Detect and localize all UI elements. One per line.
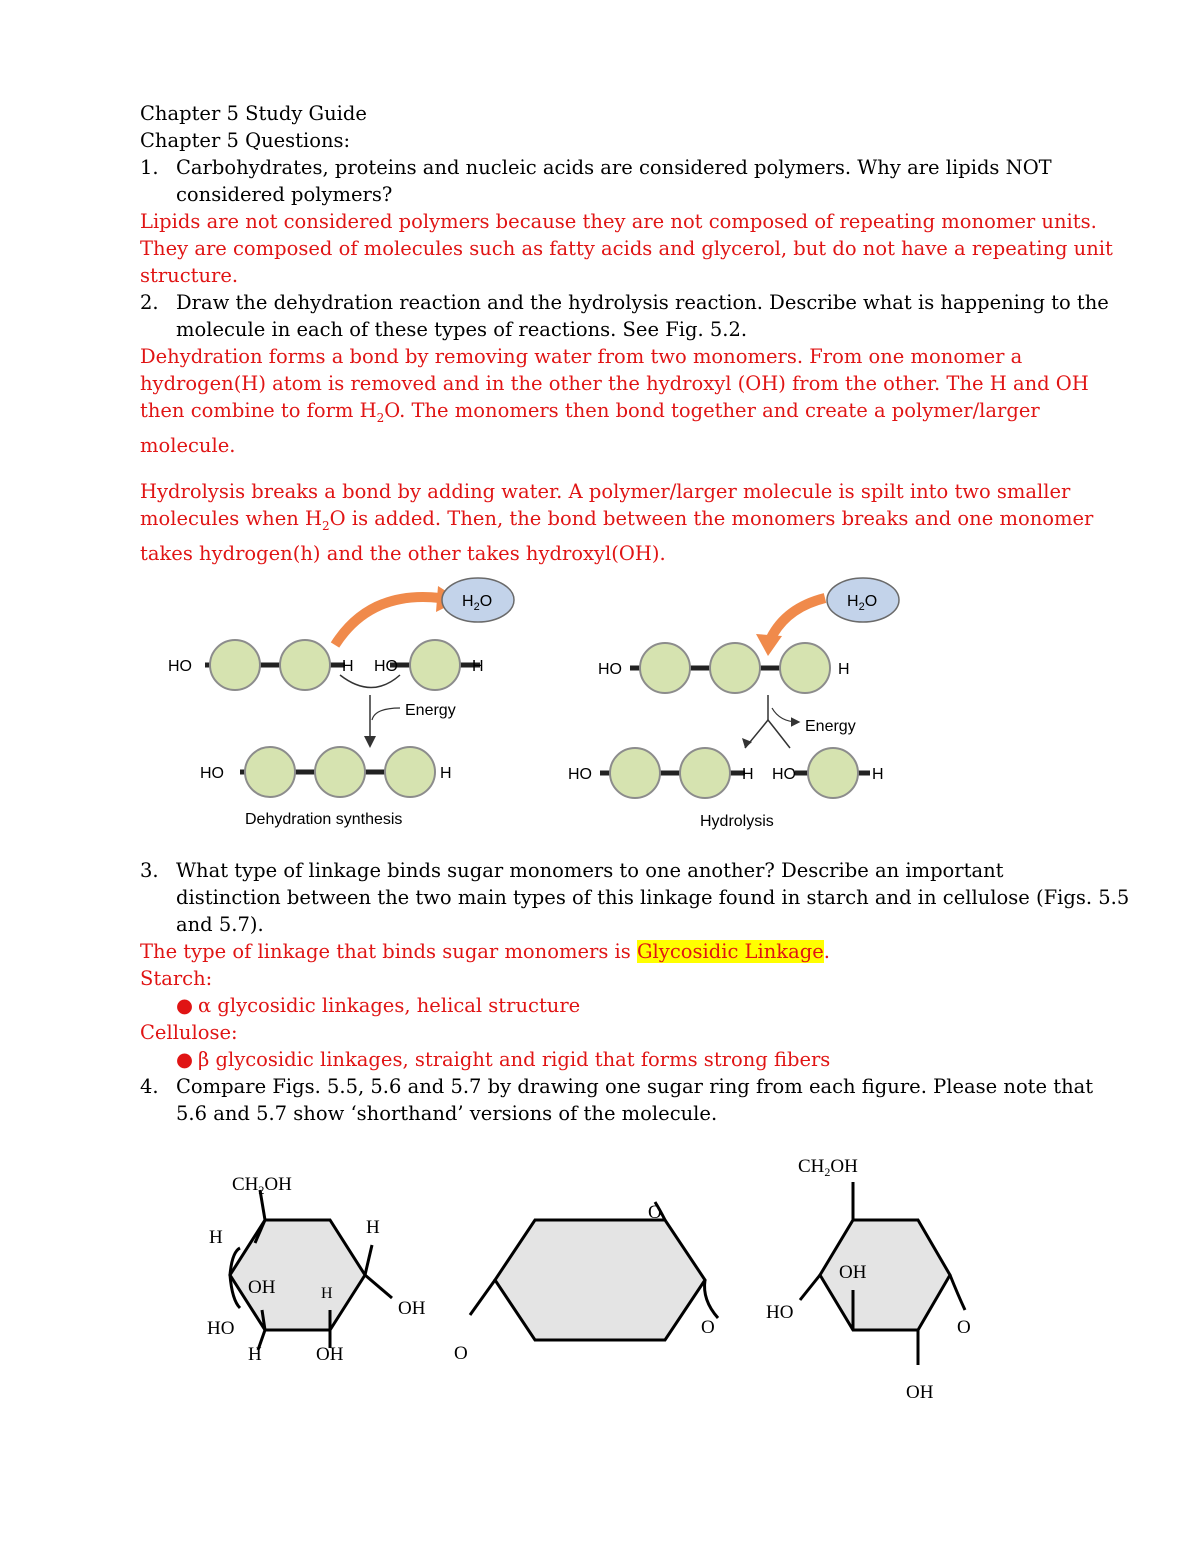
bullet-icon: ● (176, 994, 194, 1017)
answer-2-dehydration (140, 343, 1140, 459)
h-label: H (872, 766, 884, 783)
answer-text: molecules when H (140, 507, 323, 530)
h-label: H (472, 658, 484, 675)
question-number: 3. (140, 859, 159, 882)
page-title: Chapter 5 Study Guide (140, 102, 367, 125)
answer-1 (140, 208, 1140, 289)
dehydration-reactants (168, 640, 484, 690)
answer-line: Dehydration forms a bond by removing water from two monomers. From one monomer a (140, 345, 1023, 368)
list-item (176, 1046, 830, 1073)
question-number: 2. (140, 291, 159, 314)
orange-arrow-icon (770, 598, 825, 640)
question-number: 1. (140, 156, 159, 179)
answer-line: Hydrolysis breaks a bond by adding water. A polymer/larger molecule is spilt into two smaller (140, 480, 1071, 503)
ho-label: HO (568, 766, 592, 783)
h-label: H (342, 658, 354, 675)
question-line: molecule in each of these types of reactions. See Fig. 5.2. (176, 318, 748, 341)
monomer-circle (410, 640, 460, 690)
oh-label: OH (906, 1382, 934, 1403)
question-line: 5.6 and 5.7 show ‘shorthand’ versions of the molecule. (176, 1102, 718, 1125)
question-line: Compare Figs. 5.5, 5.6 and 5.7 by drawing one sugar ring from each figure. Please note that (176, 1075, 1094, 1098)
question-line: distinction between the two main types of this linkage found in starch and in cellulose (Figs. 5.5 (176, 886, 1130, 909)
sugar-ring-fig-5-7 (766, 1156, 971, 1403)
arrow-head-icon (756, 634, 782, 656)
hydrolysis-products (568, 748, 884, 798)
answer-line: takes hydrogen(h) and the other takes hydroxyl(OH). (140, 541, 666, 565)
water-bubble (827, 578, 899, 622)
oh-label: OH (839, 1262, 867, 1283)
answer-text: then combine to form H (140, 399, 377, 422)
question-line: Carbohydrates, proteins and nucleic acids are considered polymers. Why are lipids NOT (176, 156, 1052, 179)
answer-text: O. The monomers then bond together and create a polymer/larger (384, 399, 1040, 422)
answer-line: structure. (140, 264, 239, 287)
h-label: H (321, 1285, 333, 1302)
hydrolysis-reactant (598, 643, 850, 693)
ho-label: HO (766, 1302, 794, 1323)
subscript: 2 (376, 410, 385, 425)
answer-3 (140, 938, 1140, 965)
answer-line: They are composed of molecules such as fatty acids and glycerol, but do not have a repeating unit (140, 237, 1113, 260)
o-label: O (957, 1317, 971, 1338)
monomer-circle (385, 747, 435, 797)
list-item (176, 992, 580, 1019)
energy-label: Energy (805, 718, 856, 735)
bullet-icon: ● (176, 1048, 194, 1071)
monomer-circle (210, 640, 260, 690)
monomer-circle (610, 748, 660, 798)
answer-line (140, 505, 1140, 540)
answer-text: The type of linkage that binds sugar monomers is (140, 940, 637, 963)
subscript: 2 (322, 518, 330, 533)
water-label: $H_2O$ (847, 593, 878, 613)
answer-2-hydrolysis (140, 478, 1140, 567)
question-line: What type of linkage binds sugar monomers to one another? Describe an important (176, 859, 1004, 882)
sugar-ring-fig-5-6 (454, 1202, 718, 1364)
sugar-ring-fig-5-5 (207, 1174, 426, 1365)
ho-label: HO (200, 765, 224, 782)
section-heading: Chapter 5 Questions: (140, 129, 351, 152)
question-number: 4. (140, 1075, 159, 1098)
sugar-rings-figure (0, 1140, 1200, 1420)
h-label: H (366, 1217, 380, 1238)
question-3 (140, 857, 1140, 938)
water-label: $H_2O$ (462, 593, 493, 613)
bullet-text: α glycosidic linkages, helical structure (198, 994, 581, 1017)
question-1 (140, 154, 1140, 208)
cellulose-label: Cellulose: (140, 1021, 238, 1044)
highlighted-term: Glycosidic Linkage (636, 940, 824, 963)
answer-text: O is added. Then, the bond between the monomers breaks and one monomer (329, 507, 1094, 530)
monomer-circle (780, 643, 830, 693)
answer-line (140, 397, 1140, 432)
o-label: O (648, 1202, 662, 1223)
reaction-figure (0, 570, 1200, 840)
energy-label: Energy (405, 702, 456, 719)
h-label: H (742, 766, 754, 783)
ho-label: HO (772, 766, 796, 783)
h-label: H (440, 765, 452, 782)
ch2oh-label: $CH_2OH$ (232, 1174, 292, 1197)
monomer-circle (710, 643, 760, 693)
o-label: O (454, 1343, 468, 1364)
h-label: H (248, 1344, 262, 1365)
water-bubble (442, 578, 514, 622)
answer-line: molecule. (140, 433, 236, 457)
monomer-circle (245, 747, 295, 797)
oh-label: OH (316, 1344, 344, 1365)
monomer-circle (280, 640, 330, 690)
oh-label: OH (398, 1298, 426, 1319)
ho-label: HO (168, 658, 192, 675)
ho-label: HO (374, 658, 398, 675)
oh-label: OH (248, 1277, 276, 1298)
monomer-circle (808, 748, 858, 798)
question-line: Draw the dehydration reaction and the hydrolysis reaction. Describe what is happening to the (176, 291, 1109, 314)
monomer-circle (640, 643, 690, 693)
monomer-circle (680, 748, 730, 798)
hydrolysis-caption: Hydrolysis (700, 813, 774, 830)
ch2oh-label: $CH_2OH$ (798, 1156, 858, 1179)
answer-text: . (823, 940, 830, 963)
ho-label: HO (598, 661, 622, 678)
dehydration-caption: Dehydration synthesis (245, 811, 403, 828)
question-line: and 5.7). (176, 913, 264, 936)
bullet-text: β glycosidic linkages, straight and rigid that forms strong fibers (198, 1048, 831, 1071)
h-label: H (838, 661, 850, 678)
dehydration-product (200, 747, 452, 797)
orange-arrow-icon (335, 597, 440, 645)
question-2 (140, 289, 1140, 343)
question-line: considered polymers? (176, 183, 393, 206)
answer-line: hydrogen(H) atom is removed and in the other the hydroxyl (OH) from the other. The H and OH (140, 372, 1089, 395)
monomer-circle (315, 747, 365, 797)
answer-line: Lipids are not considered polymers because they are not composed of repeating monomer units. (140, 210, 1097, 233)
ho-label: HO (207, 1318, 235, 1339)
question-4 (140, 1073, 1140, 1127)
starch-label: Starch: (140, 967, 213, 990)
o-label: O (701, 1317, 715, 1338)
h-label: H (209, 1227, 223, 1248)
